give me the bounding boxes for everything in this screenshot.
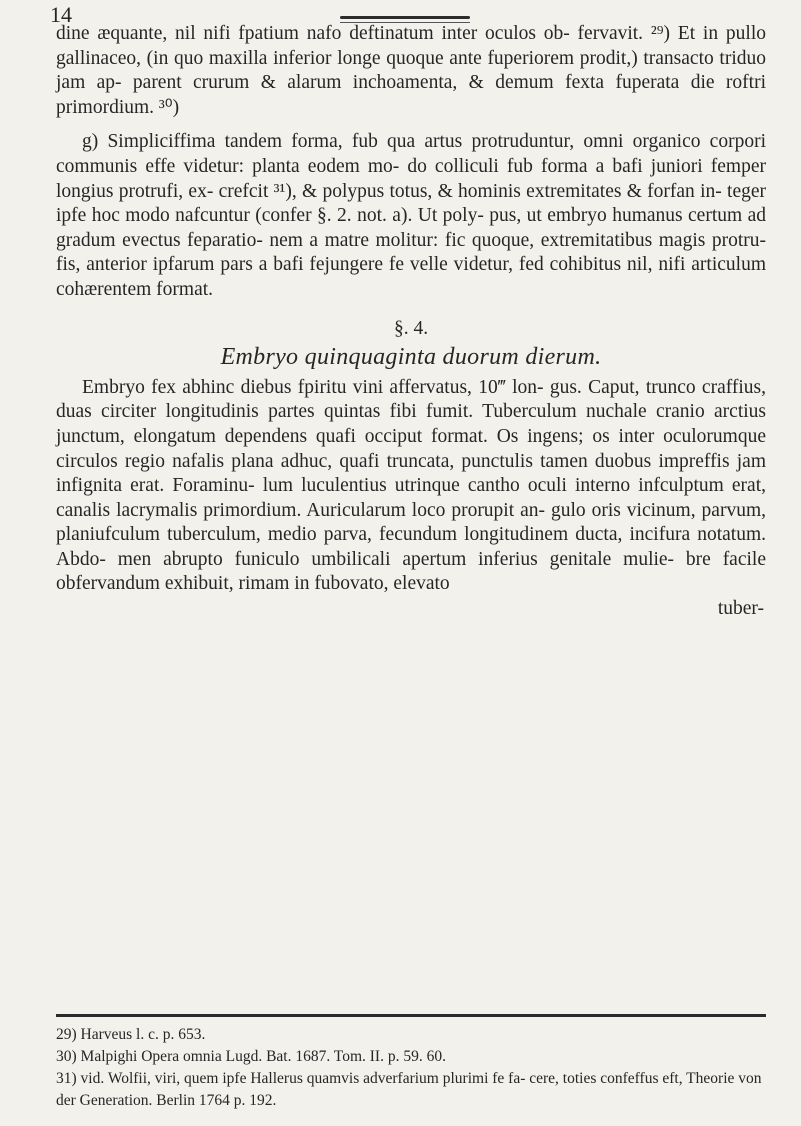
footnote-29: 29) Harveus l. c. p. 653. bbox=[56, 1026, 206, 1043]
paragraph-g: g) Simpliciffima tandem forma, fub qua artus protruduntur, omni organico corpori communis effe videtur: planta eodem mo- do colliculi fub forma a bafi juniori femper longius protrufi, ex- crefcit ³¹), & polypus totus, & hominis extremitates & forfan in- teger ipfe hoc modo nafcuntur (confer §. 2. not. a). Ut poly- pus, ut embryo humanus certum ad gradum evectus feparatio- nem a matre molitur: fic quoque, extremitatibus magis protru- fis, anterior ipfarum pars a bafi fejungere fe velle videtur, fed cohibitus nil, nifi articulum cohærentem format. bbox=[56, 131, 766, 300]
footnotes bbox=[56, 1024, 766, 1112]
paragraph-continued: dine æquante, nil nifi fpatium nafo deftinatum inter oculos ob- fervavit. ²⁹) Et in pullo gallinaceo, (in quo maxilla inferior longe quoque ante fuperiorem prodit,) transacto triduo jam ap- parent crurum & alarum inchoamenta, & demum fexta fuperata die roftri primordium. ³⁰) bbox=[56, 23, 766, 118]
catchword: tuber- bbox=[717, 598, 764, 620]
section-title: Embryo quinquaginta duorum dierum. bbox=[220, 344, 602, 371]
main-text bbox=[56, 22, 766, 622]
paragraph-section-4: Embryo fex abhinc diebus fpiritu vini affervatus, 10‴ lon- gus. Caput, trunco craffius, duas circiter longitudinis partes quintas fibi fumit. Tuberculum nuchale cranio arctius junctum, elongatum dependens quafi occiput format. Os ingens; os inter oculorumque circulos regio nafalis plana adhuc, quafi truncata, punctulis tamen duobus impreffis jam infignita erat. Foraminu- lum luculentius utrinque cantho oculi interno infculptum erat, canalis lacrymalis primordium. Auricularum loco prorupit an- gulo oris vicinum, parvum, planiufculum tuberculum, medio parva, fecundum longitudinem ducta, incifura notatum. Abdo- men abrupto funiculo umbilicali apertum inferius genitale mulie- bre facile obfervandum exhibuit, rimam in fubovato, elevato bbox=[56, 376, 766, 595]
section-number: §. 4. bbox=[393, 317, 429, 339]
footnote-30: 30) Malpighi Opera omnia Lugd. Bat. 1687. Tom. II. p. 59. 60. bbox=[56, 1048, 446, 1065]
header-rule bbox=[340, 16, 470, 19]
page-number: 14 bbox=[50, 2, 72, 27]
footnote-31: 31) vid. Wolfii, viri, quem ipfe Hallerus quamvis adverfarium plurimi fe fa- cere, toties confeffus eft, Theorie von der Generation. Berlin 1764 p. 192. bbox=[56, 1070, 762, 1109]
footnote-rule bbox=[56, 1014, 766, 1017]
